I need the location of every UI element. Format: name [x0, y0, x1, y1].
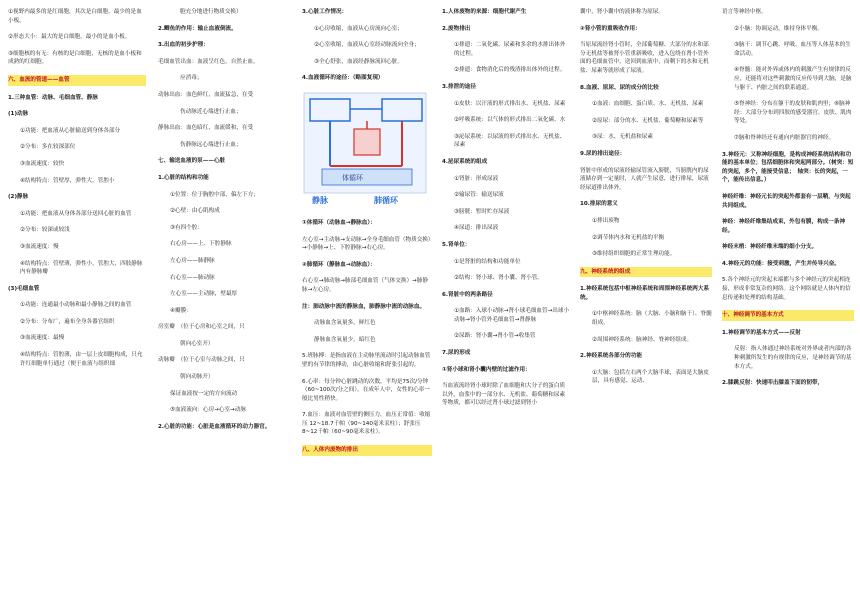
paragraph: ①功能：连通最小动脉和最小静脉之间的血管 — [20, 302, 132, 309]
paragraph: ②调节体内水和无机盐的平衡 — [592, 234, 665, 241]
paragraph: 3.神经元：又称神经细胞，是构成神经系统结构和功能的基本单位；包括细胞体和突起两部分。（树突：短的突起，多个，能接受信息； 轴突：长的突起，一个，能传出信息。） — [722, 151, 854, 184]
section-heading: 六、血流的管道——血管 — [8, 75, 146, 86]
paragraph: 神经：神经纤维集结成束，外包有膜，构成一条神经。 — [722, 219, 846, 234]
column-6 — [722, 8, 854, 604]
paragraph: ③血流速度：最慢 — [20, 335, 65, 342]
paragraph: 1.人体废物的来源：细胞代谢产生 — [442, 9, 527, 15]
paragraph: ①视野内最多的是红细胞，其次是白细胞，最少的是血小板。 — [8, 9, 142, 24]
paragraph: ①是肾脏的结构和功能单位 — [454, 258, 521, 265]
paragraph: ①血液：血细胞、蛋白质、水、无机盐、尿素 — [592, 101, 704, 108]
column-5 — [580, 8, 712, 604]
paragraph: 左心房——肺静脉 — [170, 257, 215, 264]
diagram-label-left: 静脉 — [312, 195, 328, 205]
paragraph: 伤静脉远心端进行止血； — [180, 141, 242, 148]
diagram-label-bottom: 体循环 — [342, 173, 363, 182]
paragraph: 1.三种血管：动脉、毛细血管、静脉 — [8, 94, 98, 101]
section-heading: 九、神经系统的组成 — [580, 267, 712, 278]
paragraph: 3.出血的初步护理： — [158, 42, 209, 49]
paragraph: ⑦脑和脊神经还有通向内脏器官的神经。 — [734, 134, 835, 141]
paragraph: 5.各个神经元的突起末端都与多个神经元的突起相连接，形成非常复杂的网络。这个网络就是人体内的信息传递和处理的结构基础。 — [722, 277, 851, 301]
paragraph: 7.尿的形成 — [442, 350, 471, 357]
paragraph: 7.血压：血液对血管壁的侧压力，血压正常值：收缩压 12~18.7千帕（90~140毫米汞柱）；舒张压 8~12千帕（60~90毫米汞柱）。 — [302, 412, 431, 436]
heart-box — [354, 129, 380, 155]
column-2 — [158, 8, 288, 604]
paragraph: 应消毒； — [180, 75, 203, 82]
paragraph: ③细胞核的有无：有核的是白细胞，无核的是血小板和成熟的红细胞。 — [8, 50, 142, 66]
paragraph: 10.排尿的意义 — [580, 201, 618, 208]
paragraph: 4.神经元的功能：接受刺激，产生并传导兴奋。 — [722, 260, 840, 267]
paragraph: 七、输送血液的泵——心脏 — [158, 158, 226, 165]
section-heading: 十、神经调节的基本方式 — [722, 310, 854, 321]
diagram-label-right: 肺循环 — [374, 195, 398, 205]
paragraph: 3.心脏工作情况： — [302, 9, 348, 15]
paragraph: ①排出废物 — [592, 217, 620, 224]
paragraph: ③脑干：调节心跳、呼吸、血压等人体基本的生命活动。 — [734, 42, 851, 57]
paragraph: 房室瓣 （位于心房和心室之间，只 — [158, 324, 245, 331]
paragraph: ⑤血液流向：心房→心室→动脉 — [170, 407, 246, 414]
paragraph: 5.班脉搏：是指血液在主动脉里流动时引起动脉血管壁的有节律的搏动，由心脏收缩和舒张引起的。 — [302, 353, 431, 368]
paragraph: ②心室收缩，血液从心室经动脉流向全身； — [314, 42, 420, 49]
paragraph: 右心房——上、下腔静脉 — [170, 241, 232, 248]
paragraph: ③泌尿系统：以尿液的形式排出水、无机盐、尿素 — [454, 133, 566, 149]
paragraph: ②尿路：肾小囊→肾小管→收集管 — [454, 333, 536, 340]
paragraph: ③尿：水、无机盐和尿素 — [592, 134, 653, 141]
paragraph: ②结构：肾小球、肾小囊、肾小管。 — [454, 275, 543, 282]
paragraph: 8.血液、原尿、尿的成分的比较 — [580, 84, 659, 91]
systemic-capillaries — [322, 169, 412, 185]
paragraph: 右心室→肺动脉→肺部毛细血管（气体交换）→肺静脉→左心房。 — [302, 278, 428, 293]
section-heading: 八、人体内废物的排出 — [302, 445, 432, 456]
paragraph: ②小脑：协调运动，维持身体平衡。 — [734, 25, 823, 32]
paragraph: ②形态大小：最大的是白细胞，最小的是血小板。 — [8, 34, 131, 41]
paragraph: ②分布：多在较深部位 — [20, 144, 76, 151]
paragraph: ①排遗：二氧化碳、尿素和多余的水排出体外的过程。 — [454, 42, 566, 57]
paragraph: 2.神经系统各部分的功能 — [580, 353, 642, 360]
paragraph: 1.神经系统包括中枢神经系统和周围神经系统两大系统。 — [580, 286, 710, 301]
paragraph: 语言等神经中枢。 — [722, 9, 767, 15]
paragraph: ②排遗：食物消化后的残渣排出体外的过程。 — [454, 67, 566, 74]
paragraph: 当原尿流经肾小管时，全部葡萄糖、大部分的水和部分无机盐等被肾小管重新吸收，进入包绕在肾小管外面的毛细血管中，送回到血液中，而剩下的水和无机盐、尿素等就形成了尿液。 — [580, 42, 709, 74]
paragraph: ①大脑：包括左右两个大脑半球，表面是大脑皮层，具有感觉、运动、 — [592, 369, 709, 385]
paragraph: ①中枢神经系统：脑（大脑、小脑和脑干）、脊髓组成。 — [592, 311, 712, 327]
paragraph: ③膀胱：暂时贮存尿液 — [454, 208, 510, 215]
paragraph: ③有四个腔： — [170, 224, 203, 231]
paragraph: 4.泌尿系统的组成 — [442, 158, 488, 165]
paragraph: ①功能：把血液从心脏输送到身体各部分 — [20, 127, 121, 134]
paragraph: 6.心率：每分钟心脏跳动的次数，平均是75次/分钟（60~100次/分之间），在成年人中，女性的心率一般比男性稍快。 — [302, 378, 430, 402]
paragraph: ②肾小管的重吸收作用： — [580, 25, 641, 32]
paragraph: 动脉出血：血色鲜红，血流猛急，在受 — [158, 91, 254, 98]
paragraph: 3.排泄的途径 — [442, 83, 476, 90]
paragraph: ④脊髓：能对外界或体内的刺激产生有规律的反应，还能将对这些刺激的反应传导到大脑，是脑与躯干、内脏之间的联系通道。 — [734, 67, 852, 91]
paragraph: 左心室→主动脉→支动脉→全身毛细血管（物质交换）→小静脉→上、下腔静脉→右心房。 — [302, 236, 431, 252]
paragraph: 右心室——肺动脉 — [170, 274, 215, 281]
paragraph: ②输尿管：输送尿液 — [454, 192, 504, 199]
paragraph: 动脉血含氧量多，鲜红色 — [314, 320, 376, 327]
paragraph: ④结构特点：管腔薄，由一层上皮细胞构成，只允许红细胞单行通过（便于血液与组织细 — [20, 352, 143, 367]
paragraph: ①肾脏：形成尿液 — [454, 175, 499, 182]
paragraph: 肾脏中形成的尿液经输尿管流入膀胱，当膀胱内的尿液储存到一定量时，人就产生尿意，进行排尿，尿液经尿道排出体外。 — [580, 167, 709, 191]
paragraph: (2)静脉 — [8, 194, 29, 201]
paragraph: ③维持组织细胞的正常生理功能。 — [592, 251, 676, 258]
paragraph: ④结构特点：管壁薄，弹性小，管腔大，四肢静脉内有静脉瓣 — [20, 260, 143, 276]
paragraph: ④结构特点：管壁厚，弹性大，管腔小 — [20, 177, 115, 184]
paragraph: (3)毛细血管 — [8, 285, 40, 292]
paragraph: 2.心脏的功能：心脏是血液循环的动力器官。 — [158, 423, 271, 430]
paragraph: 1.神经调节的基本方式——反射 — [722, 329, 801, 336]
paragraph: 2.鲫鱼的作用：输止血液倒流。 — [158, 25, 237, 32]
paragraph: 6.肾脏中的两条路径 — [442, 291, 493, 298]
paragraph: 当血液流经肾小球时除了血细胞和大分子的蛋白质以外，血浆中的一部分水、无机盐、葡萄糖和尿素等物质，都可以经过肾小球过滤到肾小 — [442, 383, 566, 407]
paragraph: 毛细血管出血：血液呈红色，自然止血， — [158, 58, 259, 65]
paragraph: ⑤脊神经：分布在躯干的皮肤和肌肉里；⑥脑神经：大部分分布到四肢的感受器官、皮肤、肌肉等处。 — [734, 101, 852, 125]
paragraph: 2.膝跳反射：快速叩击膝盖下面的韧带， — [722, 380, 824, 387]
column-1 — [8, 8, 146, 604]
paragraph: ④尿道：排出尿液 — [454, 225, 499, 232]
paragraph: 5.肾单位： — [442, 241, 471, 248]
paragraph: 动脉瓣 （位于心室与动脉之间，只 — [158, 357, 245, 364]
paragraph: ②分布：较深或较浅 — [20, 227, 70, 234]
paragraph: 注：肺动脉中流的静脉血，肺静脉中流的动脉血。 — [302, 303, 426, 310]
paragraph: ①功能：把血液从身体各部分送回心脏的血管 — [20, 210, 132, 217]
paragraph: 2.废物排出 — [442, 25, 471, 32]
paragraph: 左心室——主动脉，壁最厚 — [170, 291, 238, 298]
paragraph: ②呼吸系统：以气体的形式排出二氧化碳、水 — [454, 117, 566, 124]
column-4 — [442, 8, 570, 604]
paragraph: 保证血液按一定的方向流动 — [170, 390, 238, 397]
paragraph: ①皮肤：以汗液的形式排出水、无机盐、尿素 — [454, 100, 566, 107]
paragraph: 反射：指人体通过神经系统对外界或者内部的各种刺激所发生的有规律的反应，是神经调节的基本方式。 — [734, 346, 852, 370]
paragraph: ③血流速度：较快 — [20, 160, 65, 167]
paragraph: 神经纤维：神经元长的突起外都套有一层鞘，与突起共同组成。 — [722, 193, 851, 209]
paragraph: 神经末梢：神经纤维末端的细小分支。 — [722, 244, 818, 251]
paragraph: ③全心舒张，血液经静脉流回心脏。 — [314, 58, 403, 65]
paragraph: ①肾小球和肾小囊内壁的过滤作用： — [442, 366, 531, 373]
column-3 — [302, 8, 432, 604]
paragraph: ①血路：入球小动脉→肾小球毛细血管→出球小动脉→肾小管外毛细血管→肾静脉 — [454, 308, 570, 323]
paragraph: ①体循环（动脉血→静脉血）： — [302, 219, 376, 226]
paragraph: 1.心脏的结构和功能 — [158, 174, 209, 181]
paragraph: 静脉血含氧量少，暗红色 — [314, 336, 376, 343]
paragraph: 静脉出血：血色暗红，血流缓和，在受 — [158, 125, 254, 132]
blood-circulation-diagram — [302, 91, 432, 211]
paragraph: 9.尿的排出途径： — [580, 150, 626, 157]
paragraph: 朝向心室开） — [180, 340, 214, 347]
paragraph: ①位置：位于胸腔中部，偏左下方； — [170, 191, 259, 198]
paragraph: ①心房收缩，血液从心房流向心室； — [314, 25, 403, 32]
paragraph: 4.血液循环的途径：（略图复现） — [302, 75, 384, 82]
circulation-svg — [302, 91, 428, 209]
paragraph: 胞充分地进行物质交换） — [180, 9, 242, 15]
paragraph: ②肺循环（静脉血→动脉血）： — [302, 261, 376, 268]
paragraph: ②心壁：由心肌构成 — [170, 208, 220, 215]
paragraph: 伤动脉近心端进行止血； — [180, 108, 242, 115]
paragraph: ②原尿：部分的水、无机盐、葡萄糖和尿素等 — [592, 117, 704, 124]
paragraph: 囊中，肾小囊中的液体称为原尿。 — [580, 9, 664, 15]
paragraph: ②分布：分布广，遍布全身各器官组织 — [20, 318, 115, 325]
paragraph: ④瓣膜： — [170, 307, 192, 314]
paragraph: (1)动脉 — [8, 111, 29, 118]
paragraph: ②周围神经系统：脑神经、脊神经组成。 — [592, 336, 693, 343]
paragraph: ③血流速度：慢 — [20, 243, 59, 250]
paragraph: 朝向动脉开） — [180, 374, 214, 381]
